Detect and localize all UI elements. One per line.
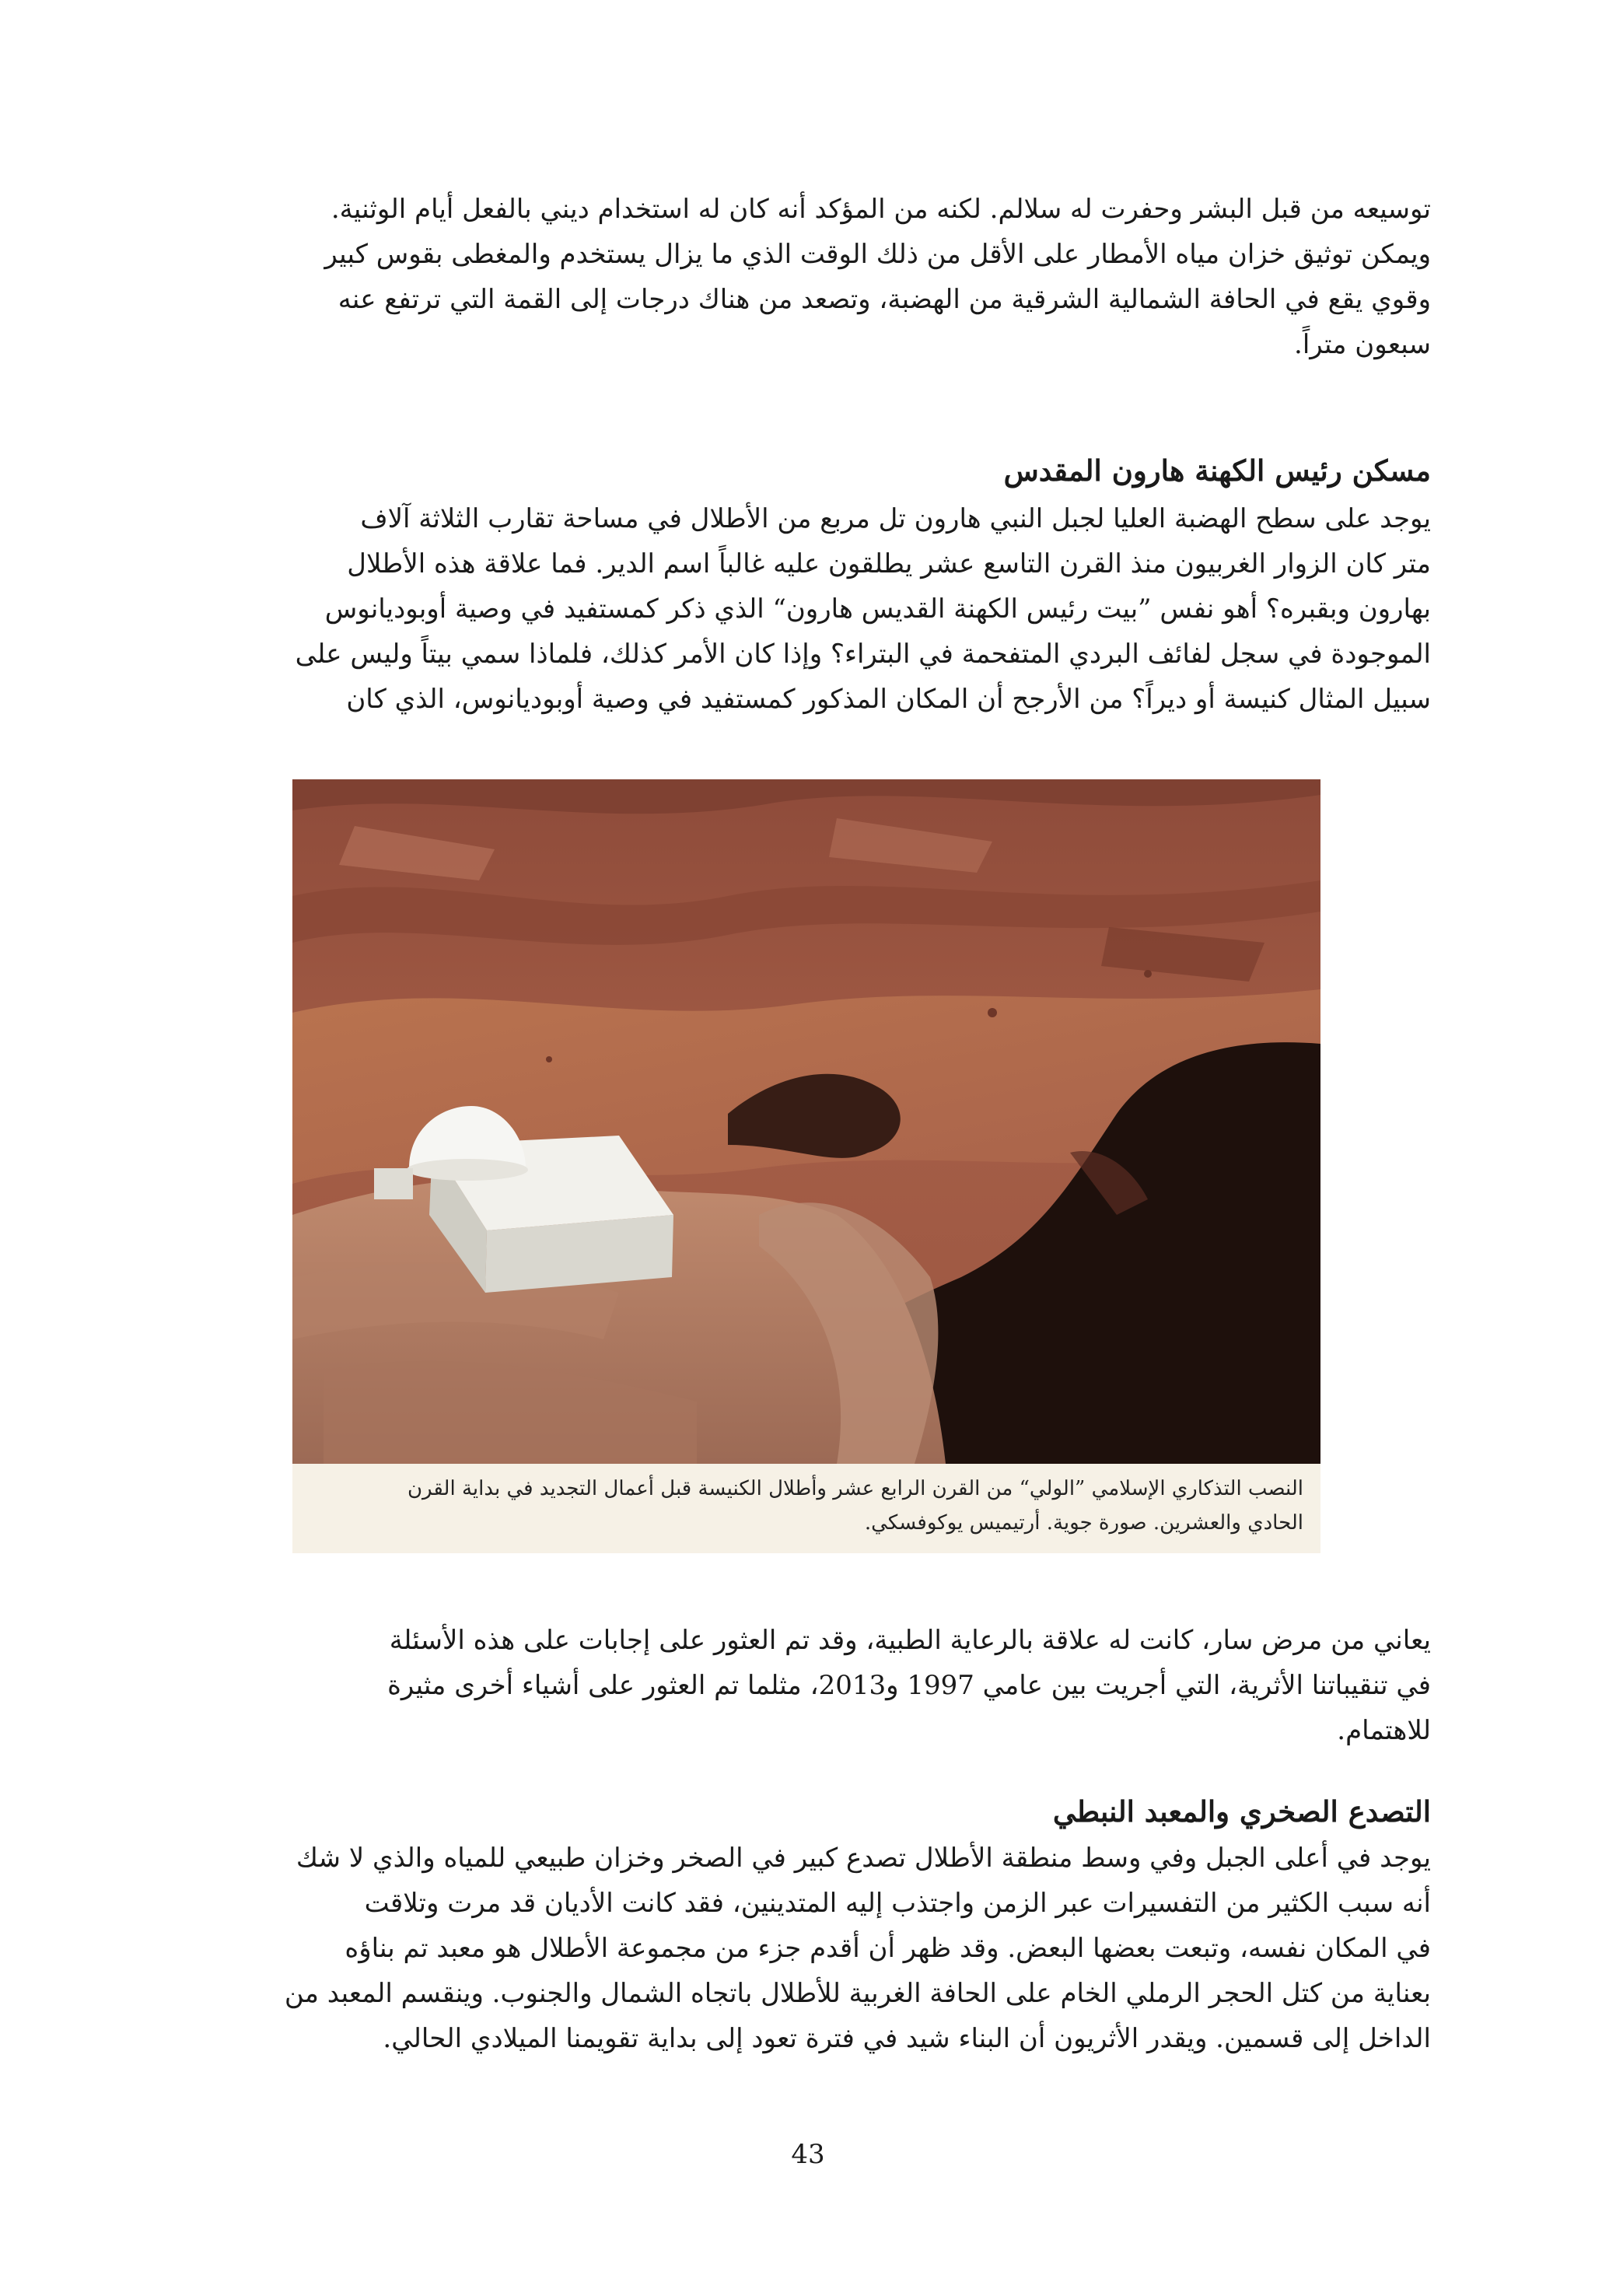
text-line: سبعون متراً. <box>1294 329 1431 360</box>
text-line: يعاني من مرض سار، كانت له علاقة بالرعاية الطبية، وقد تم العثور على إجابات على هذه الأسئلة <box>389 1625 1431 1656</box>
text-line: سبيل المثال كنيسة أو ديراً؟ من الأرجح أن المكان المذكور كمستفيد في وصية أوبوديانوس، الذي كان <box>346 684 1431 715</box>
heading-text: مسكن رئيس الكهنة هارون المقدس <box>1003 453 1431 488</box>
aerial-photo <box>292 779 1320 1464</box>
page-number: 43 <box>791 2139 825 2170</box>
text-line: يوجد على سطح الهضبة العليا لجبل النبي هارون تل مربع من الأطلال في مساحة تقارب الثلاثة آلاف <box>360 503 1431 534</box>
text-line: متر كان الزوار الغربيون منذ القرن التاسع عشر يطلقون عليه غالباً اسم الدير. فما علاقة هذه الأطلال <box>347 548 1431 579</box>
text-line: في المكان نفسه، وتبعت بعضها البعض. وقد ظهر أن أقدم جزء من مجموعة الأطلال هو معبد تم بناؤه <box>345 1933 1431 1964</box>
text-line: للاهتمام. <box>1337 1715 1431 1746</box>
figure-caption <box>292 1464 1320 1553</box>
text-line: الداخل إلى قسمين. ويقدر الأثريون أن البناء شيد في فترة تعود إلى بداية تقويمنا الميلادي الحالي. <box>383 2023 1431 2054</box>
heading-text: التصدع الصخري والمعبد النبطي <box>1052 1794 1431 1829</box>
paragraph-rock-fissure <box>185 1836 1431 2061</box>
caption-line: النصب التذكاري الإسلامي ”الولي“ من القرن الرابع عشر وأطلال الكنيسة قبل أعمال التجديد في بداية القرن <box>407 1477 1303 1500</box>
paragraph-after-figure <box>185 1618 1431 1753</box>
text-line: بهارون وبقبره؟ أهو نفس ”بيت رئيس الكهنة القديس هارون“ الذي ذكر كمستفيد في وصية أوبوديانوس <box>324 593 1431 625</box>
section-heading-aaron-dwelling <box>185 448 1431 493</box>
text-line: بعناية من كتل الحجر الرملي الخام على الحافة الغربية للأطلال باتجاه الشمال والجنوب. وينقسم المعبد من <box>284 1978 1431 2009</box>
text-line: ويمكن توثيق خزان مياه الأمطار على الأقل من ذلك الوقت الذي ما يزال يستخدم والمغطى بقوس كبير <box>324 239 1431 270</box>
paragraph-top <box>185 187 1431 367</box>
text-line: يوجد في أعلى الجبل وفي وسط منطقة الأطلال تصدع كبير في الصخر وخزان طبيعي للمياه والذي لا شك <box>296 1843 1431 1874</box>
text-line: أنه سبب الكثير من التفسيرات عبر الزمن واجتذب إليه المتدينين، فقد كانت الأديان قد مرت وتلاقت <box>364 1888 1431 1919</box>
section-heading-rock-fissure <box>185 1789 1431 1834</box>
text-line: توسيعه من قبل البشر وحفرت له سلالم. لكنه من المؤكد أنه كان له استخدام ديني بالفعل أيام الوثنية. <box>331 194 1431 225</box>
figure <box>292 779 1320 1553</box>
text-line: في تنقيباتنا الأثرية، التي أجريت بين عامي 1997 و2013، مثلما تم العثور على أشياء أخرى مثيرة <box>387 1670 1431 1701</box>
caption-line: الحادي والعشرين. صورة جوية. أرتيميس يوكوفسكي. <box>864 1511 1303 1535</box>
paragraph-aaron-dwelling <box>185 496 1431 722</box>
text-line: الموجودة في سجل لفائف البردي المتفحمة في البتراء؟ وإذا كان الأمر كذلك، فلماذا سمي بيتاً وليس على <box>295 639 1431 670</box>
text-line: وقوي يقع في الحافة الشمالية الشرقية من الهضبة، وتصعد من هناك درجات إلى القمة التي ترتفع عنه <box>338 284 1431 315</box>
